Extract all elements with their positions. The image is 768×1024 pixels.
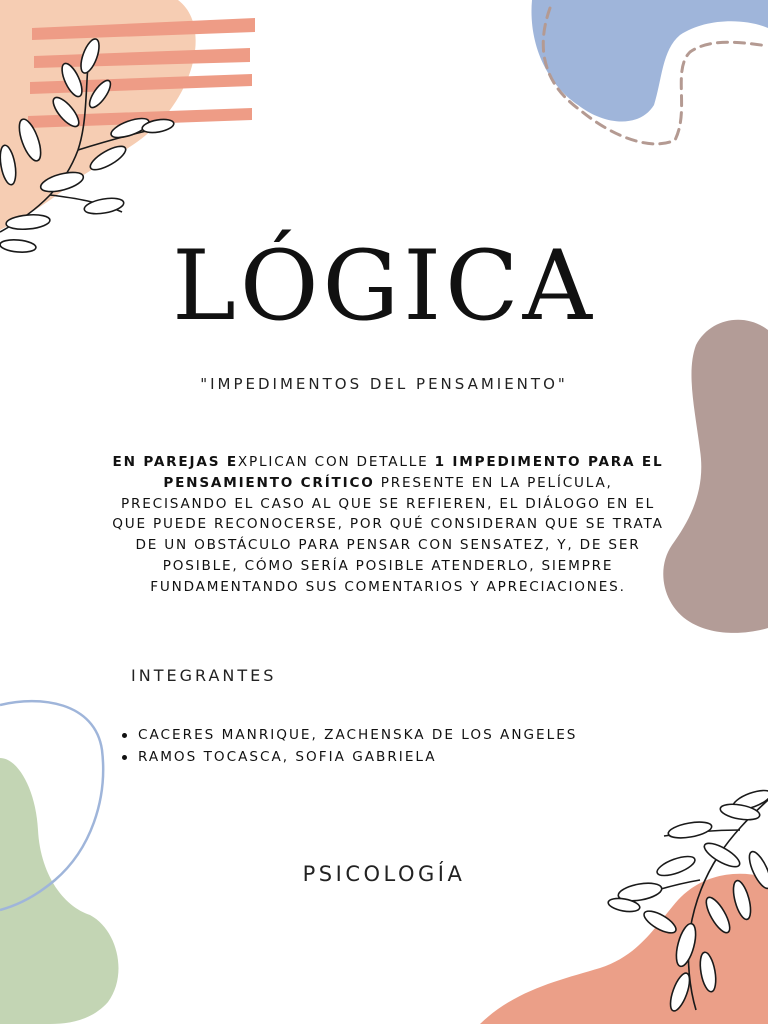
member-item: CACERES MANRIQUE, ZACHENSKA DE LOS ANGELES <box>120 724 577 746</box>
instructions-text-2: PRESENTE EN LA PELÍCULA, PRECISANDO EL CASO AL QUE SE REFIEREN, EL DIÁLOGO EN EL QUE PUEDE RECONOCERSE, POR QUÉ CONSIDERAN QUE SE TRATA DE UN OBSTÁCULO PARA PENSAR CON SENSATEZ, Y, DE SER POSIBLE, CÓMO SERÍA POSIBLE ATENDERLO, SIEMPRE FUNDAMENTANDO SUS COMENTARIOS Y APRECIACIONES. <box>112 474 664 595</box>
instructions-bold-lead: EN PAREJAS E <box>112 454 238 470</box>
members-list <box>120 724 577 768</box>
page-title: LÓGICA <box>172 230 596 342</box>
instructions-text-1: XPLICAN CON DETALLE <box>237 454 435 470</box>
members-heading: INTEGRANTES <box>131 666 277 685</box>
member-item: RAMOS TOCASCA, SOFIA GABRIELA <box>120 746 577 768</box>
instructions-paragraph <box>108 452 668 598</box>
footer-label: PSICOLOGÍA <box>302 862 466 886</box>
mauve-blob <box>663 320 768 633</box>
instructions-bold-focus: 1 IMPEDIMENTO PARA EL PENSAMIENTO CRÍTICO <box>163 454 664 491</box>
page-subtitle: "IMPEDIMENTOS DEL PENSAMIENTO" <box>200 375 568 393</box>
blue-blob <box>531 0 768 122</box>
